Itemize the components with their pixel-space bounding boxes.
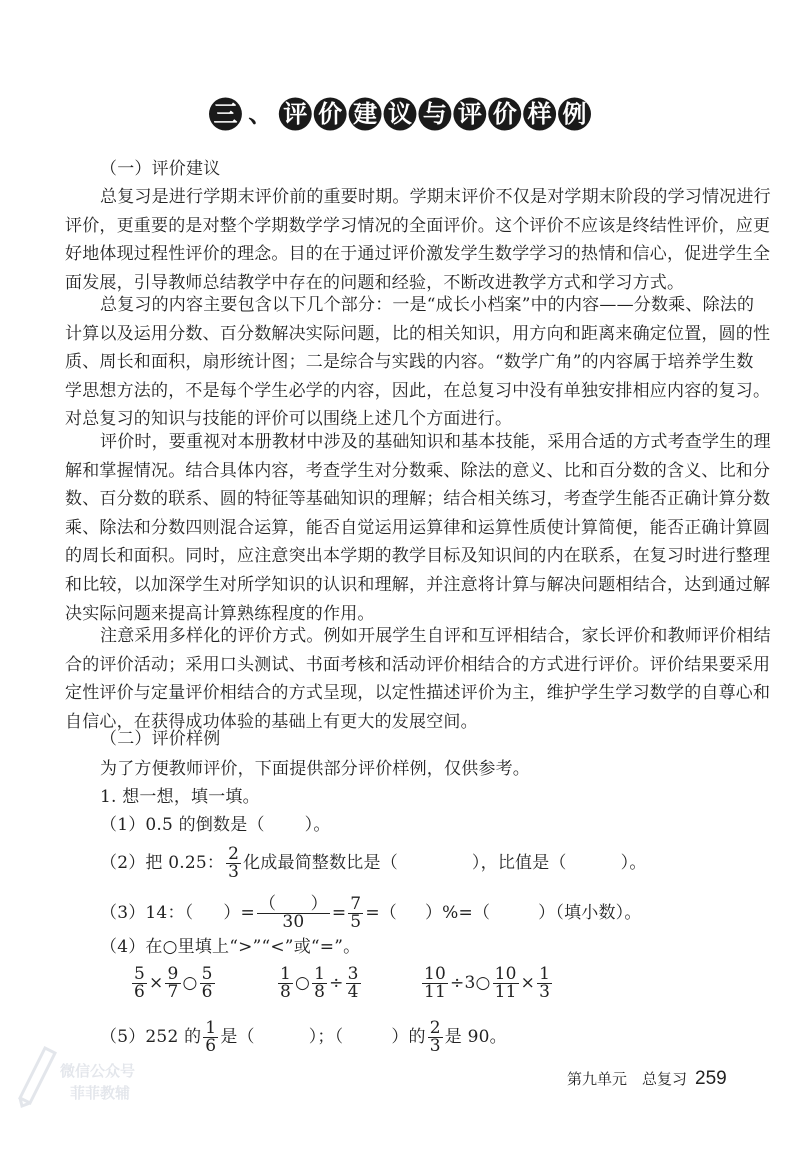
equals: ）= xyxy=(223,903,256,923)
banner-char: 评 xyxy=(283,100,308,128)
percent: ）%=（ xyxy=(424,903,491,923)
paragraph-line: 合的评价活动；采用口头测试、书面考核和活动评价相结合的方式进行评价。评价结果要采用 xyxy=(65,654,771,675)
numerator: 3 xyxy=(347,964,359,984)
numerator: 5 xyxy=(134,964,146,984)
fraction xyxy=(537,966,552,1001)
equals: =（ xyxy=(365,903,397,923)
numerator: 7 xyxy=(350,894,362,914)
denominator: 11 xyxy=(424,982,447,1002)
banner-title-graphic xyxy=(208,88,592,140)
paragraph-line: 面发展，引导教师总结教学中存在的问题和经验，不断改进教学方式和学习方式。 xyxy=(65,272,685,293)
operator: × xyxy=(149,973,164,993)
q1-suffix: ）。 xyxy=(304,815,331,835)
q5-suffix: 是 90。 xyxy=(444,1027,507,1047)
numerator: 5 xyxy=(201,964,213,984)
q5-prefix: （5）252 的 xyxy=(100,1027,202,1047)
watermark-line-2: 菲菲教辅 xyxy=(70,1084,131,1102)
numerator: 10 xyxy=(424,964,447,984)
compare-circle[interactable]: ○ xyxy=(475,973,491,993)
denominator: 4 xyxy=(347,982,359,1002)
fraction xyxy=(203,1020,218,1055)
numerator: 10 xyxy=(494,964,517,984)
fraction xyxy=(200,966,215,1001)
paragraph-line: 计算以及运用分数、百分数解决实际问题，比的相关知识，用方向和距离来确定位置，圆的性 xyxy=(65,323,771,344)
fraction xyxy=(428,1020,443,1055)
banner-char: 议 xyxy=(388,100,412,128)
page-number: 259 xyxy=(695,1068,727,1089)
paragraph-line: 定性评价与定量评价相结合的方式呈现，以定性描述评价为主，维护学生学习数学的自尊心和 xyxy=(65,683,771,704)
q5-mid3: ）的 xyxy=(391,1027,426,1047)
paragraph-line: 决实际问题来提高计算熟练程度的作用。 xyxy=(65,603,375,624)
question-1-3 xyxy=(100,896,642,931)
q5-mid: 是（ xyxy=(220,1027,255,1047)
footer-unit: 第九单元 总复习 xyxy=(567,1070,688,1088)
numerator: 1 xyxy=(539,964,551,984)
numerator: 1 xyxy=(314,964,326,984)
q3-suffix: ）（填小数）。 xyxy=(538,903,642,923)
banner-char: 价 xyxy=(492,100,517,128)
fraction xyxy=(278,966,293,1001)
q5-mid2: ）；（ xyxy=(308,1027,344,1047)
question-1-4: （4）在○里填上“>”“<”或“=”。 xyxy=(100,937,361,957)
paragraph-line: 评价时，要重视对本册教材中涉及的基础知识和基本技能，采用合适的方式考查学生的理 xyxy=(100,432,771,452)
question-1-1 xyxy=(100,814,331,836)
q1-prefix: （1）0.5 的倒数是（ xyxy=(100,815,265,835)
paragraph-line: 乘、除法和分数四则混合运算，能否自觉运用运算律和运算性质使计算简便，能否正确计算圆 xyxy=(65,517,771,538)
denominator: 5 xyxy=(350,912,362,932)
fraction xyxy=(422,966,448,1001)
denominator: 11 xyxy=(494,982,517,1002)
operator: ÷ xyxy=(329,973,344,993)
compare-item-c xyxy=(420,966,554,1001)
numerator: 2 xyxy=(429,1018,441,1038)
banner-char: 样 xyxy=(527,100,552,128)
q2-prefix: （2）把 0.25： xyxy=(100,853,225,873)
fraction xyxy=(312,966,327,1001)
q2-mid2: ），比值是（ xyxy=(471,853,567,873)
paragraph-line: 注意采用多样化的评价方式。例如开展学生自评和互评相结合，家长评价和教师评价相结 xyxy=(100,626,771,646)
banner-char: 三 xyxy=(213,100,238,128)
paragraph-line: 评价，更重要的是对整个学期数学学习情况的全面评价。这个评价不应该是终结性评价，应更 xyxy=(65,215,771,236)
banner-char: 例 xyxy=(562,100,587,128)
paragraph-line: 质、周长和面积，扇形统计图；二是综合与实践的内容。“数学广角”的内容属于培养学生数 xyxy=(65,352,754,373)
fraction xyxy=(493,966,519,1001)
fraction xyxy=(346,966,361,1001)
q2-suffix: ）。 xyxy=(620,853,647,873)
fraction xyxy=(226,846,241,881)
denominator: 6 xyxy=(201,982,213,1002)
denominator: 3 xyxy=(429,1036,441,1056)
banner-char: 与 xyxy=(422,100,447,128)
paragraph-line: 总复习的内容主要包含以下几个部分：一是“成长小档案”中的内容——分数乘、除法的 xyxy=(100,295,755,315)
denominator: 7 xyxy=(167,982,179,1002)
compare-item-a xyxy=(130,966,217,1001)
numerator: 2 xyxy=(228,844,240,864)
page-footer xyxy=(567,1068,727,1090)
numerator: 9 xyxy=(167,964,179,984)
question-1-title: 1. 想一想，填一填。 xyxy=(100,787,260,807)
paragraph-line: 学思想方法的，不是每个学生必学的内容，因此，在总复习中没有单独安排相应内容的复习。 xyxy=(65,380,771,401)
equals: = xyxy=(331,903,347,923)
q2-mid: 化成最简整数比是（ xyxy=(243,853,398,873)
compare-circle[interactable]: ○ xyxy=(295,973,311,993)
fraction xyxy=(165,966,180,1001)
numerator: 1 xyxy=(280,964,292,984)
banner-char: 价 xyxy=(318,100,343,128)
section-banner xyxy=(208,88,592,140)
examples-intro: 为了方便教师评价，下面提供部分评价样例，仅供参考。 xyxy=(100,759,530,779)
paragraph-line: 总复习是进行学期末评价前的重要时期。学期末评价不仅是对学期末阶段的学习情况进行 xyxy=(100,187,771,207)
banner-char: 建 xyxy=(353,100,378,128)
paragraph-line: 好地体现过程性评价的理念。目的在于通过评价激发学生数学学习的热情和信心，促进学生全 xyxy=(65,244,771,265)
denominator: 3 xyxy=(539,982,551,1002)
operator: × xyxy=(520,973,536,993)
denominator: 3 xyxy=(228,862,240,882)
q3-prefix: （3）14：（ xyxy=(100,903,194,923)
question-1-5 xyxy=(100,1020,507,1055)
denominator: 8 xyxy=(314,982,326,1002)
paragraph-line: 的周长和面积。同时，应注意突出本学期的教学目标及知识间的内在联系，在复习时进行整理 xyxy=(65,546,771,567)
fraction xyxy=(257,896,330,931)
compare-item-b xyxy=(276,966,363,1001)
numerator: 1 xyxy=(205,1018,217,1038)
fraction xyxy=(348,896,363,931)
denominator: 30 xyxy=(282,912,305,932)
watermark-line-1: 微信公众号 xyxy=(60,1062,136,1080)
fraction xyxy=(132,966,147,1001)
paragraph-line: 数、百分数的联系、圆的特征等基础知识的理解；结合相关练习，考查学生能否正确计算分数 xyxy=(65,489,771,510)
watermark xyxy=(10,1038,160,1118)
pencil-icon xyxy=(10,1038,60,1108)
banner-char: 、 xyxy=(248,100,273,128)
paragraph-line: 和比较，以加深学生对所学知识的认识和理解，并注意将计算与解决问题相结合，达到通过解 xyxy=(65,575,771,595)
paragraph-line: 解和掌握情况。结合具体内容，考查学生对分数乘、除法的意义、比和百分数的含义、比和分 xyxy=(65,460,771,481)
denominator: 8 xyxy=(280,982,292,1002)
numerator: （ ） xyxy=(259,894,328,914)
banner-char: 评 xyxy=(457,100,482,128)
question-1-2 xyxy=(100,846,647,881)
paragraph-line: 对总复习的知识与技能的评价可以围绕上述几个方面进行。 xyxy=(65,409,513,430)
compare-circle[interactable]: ○ xyxy=(182,973,198,993)
operator: ÷3 xyxy=(450,973,476,993)
section-heading-evaluation-examples: （二）评价样例 xyxy=(100,729,221,749)
denominator: 6 xyxy=(205,1036,217,1056)
denominator: 6 xyxy=(134,982,146,1002)
section-heading-evaluation-suggestions: （一）评价建议 xyxy=(100,159,221,179)
paragraph-line: 自信心，在获得成功体验的基础上有更大的发展空间。 xyxy=(65,711,478,732)
